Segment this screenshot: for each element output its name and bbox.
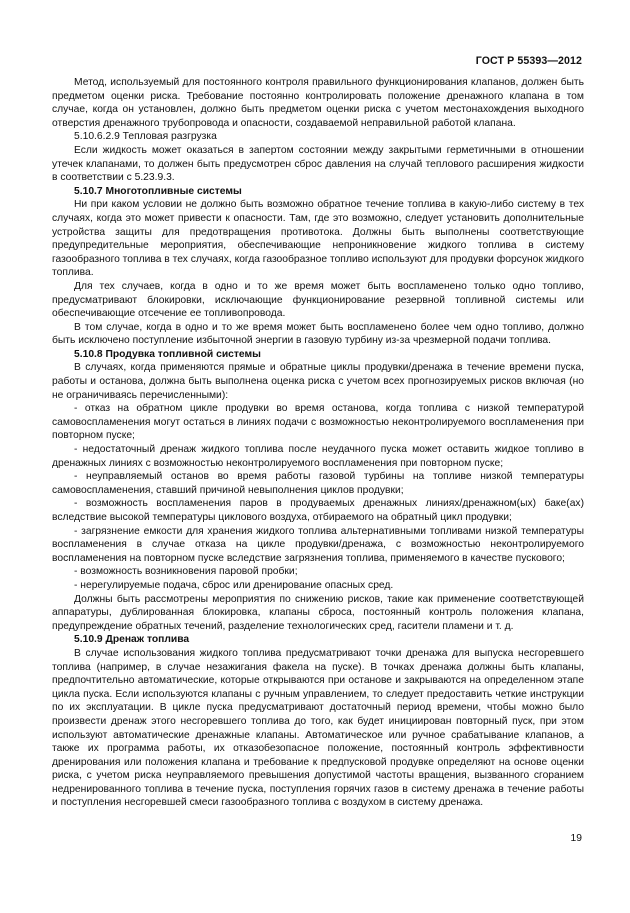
page-number: 19 [570, 833, 582, 844]
paragraph-multi-fuel: В том случае, когда в одно и то же время может быть воспламенено более чем одно топливо, должно быть исключено поступление избыточной энергии в газовую турбину из-за чрезмерной подачи топлива. [52, 321, 584, 347]
page-body [52, 76, 584, 810]
paragraph-thermal-relief: Если жидкость может оказаться в запертом состоянии между закрытыми герметичными в отношении утечек клапанами, то должен быть предусмотрен сброс давления на случай теплового расширения жидкости в соответствии с 5.23.9.3. [52, 144, 584, 184]
section-heading-5-10-9: 5.10.9 Дренаж топлива [74, 634, 190, 646]
list-item-vapor-ignition: - возможность воспламенения паров в продуваемых дренажных линиях/дренажном(ых) баке(ах) вследствие высокой температуры циклового воздуха, отбираемого на обратный цикл продувки; [52, 498, 584, 523]
list-item-uncontrolled-shutdown: - неуправляемый останов во время работы газовой турбины на топливе низкой температуры самовоспламенения, ставший причиной невыполнения циклов продувки; [52, 471, 584, 496]
section-heading-5-10-7: 5.10.7 Многотопливные системы [74, 185, 242, 197]
list-item-tank-contamination: - загрязнение емкости для хранения жидкого топлива альтернативными топливами низкой температуры воспламенения в случае отказа на цикле продувки/дренажа, с возможностью неконтролируемого воспламенения на повторном пуске вследствие загрязнения топлива, применяемого в качестве пускового; [52, 525, 584, 564]
list-item-unregulated-flow: - нерегулируемые подача, сброс или дренирование опасных сред. [74, 579, 394, 591]
section-heading-5-10-8: 5.10.8 Продувка топливной системы [74, 348, 261, 360]
paragraph-risk-measures: Должны быть рассмотрены мероприятия по снижению рисков, такие как применение соответствующей аппаратуры, дублированная блокировка, клапаны сброса, постоянный контроль положения клапана, предупреждение обратных течений, разделение технологических сред, гасители пламени и т. д. [52, 593, 584, 632]
standard-number: ГОСТ Р 55393—2012 [475, 55, 582, 67]
paragraph-backflow: Ни при каком условии не должно быть возможно обратное течение топлива в какую-либо систему в тех случаях, когда это может привести к опасности. Там, где это возможно, следует установить дополнительные устройства защиты для предотвращения противотока. Должны быть выполнены соответствующие предупредительные мероприятия, обеспечивающие непроникновение жидкого топлива в систему газообразного топлива в тех случаях, когда газообразное топливо используют для продувки форсунок жидкого топлива. [52, 199, 584, 279]
list-item-vapor-lock: - возможность возникновения паровой пробки; [74, 566, 298, 578]
list-item-purge-failure: - отказ на обратном цикле продувки во время останова, когда топлива с низкой температурой самовоспламенения могут остаться в линиях подачи с возможностью неконтролируемого воспламенения при повторном пуске; [52, 403, 584, 442]
paragraph-purge-intro: В случаях, когда применяются прямые и обратные циклы продувки/дренажа в течение времени пуска, работы и останова, должна быть выполнена оценка риска с учетом всех прогнозируемых рисков включая (но не ограничиваясь перечисленными): [52, 362, 584, 401]
paragraph-single-fuel: Для тех случаев, когда в одно и то же время может быть воспламенено только одно топливо, предусматривают блокировки, исключающие функционирование резервной топливной системы или обеспечивающие отсечение ее топливопровода. [52, 280, 584, 320]
paragraph-valve-monitoring: Метод, используемый для постоянного контроля правильного функционирования клапанов, должен быть предметом оценки риска. Требование постоянно контролировать положение дренажного клапана в том случае, когда он установлен, должно быть предметом оценки риска с учетом местонахождения выходного отверстия дренажного трубопровода и опасности, создаваемой неправильной работой клапана. [52, 77, 584, 129]
list-item-insufficient-drain: - недостаточный дренаж жидкого топлива после неудачного пуска может оставить жидкое топливо в дренажных линиях с возможностью неконтролируемого воспламенения при повторном пуске; [52, 444, 584, 469]
subsection-heading-5-10-6-2-9: 5.10.6.2.9 Тепловая разгрузка [74, 131, 217, 143]
paragraph-fuel-drain: В случае использования жидкого топлива предусматривают точки дренажа для выпуска несгоревшего топлива (например, в случае незажигания факела на пуске). В точках дренажа должны быть клапаны, предпочтительно автоматические, которые открываются при останове и закрываются на определенном этапе цикла пуска. Если используются клапаны с ручным управлением, то следует предоставить четкие инструкции по их эксплуатации. В цикле пуска предусматривают достаточный период времени, чтобы можно было произвести дренаж этого несгоревшего топлива до того, как будет инициирован повторный пуск, при этом используют автоматические дренажные клапаны. Автоматическое или ручное срабатывание клапанов, а также их программа работы, их отказобезопасное положение, постоянный контроль эффективности дренирования или положения клапана и требование к предпусковой продувке определяют на основе оценки риска, с учетом риска неуправляемого превышения допустимой частоты вращения, вызванного сгоранием недренированного топлива в течение пуска, поступления горячих газов в систему дренажа в течение работы и поступления несгоревшей смеси газообразного топлива с воздухом в систему дренажа. [52, 647, 584, 809]
